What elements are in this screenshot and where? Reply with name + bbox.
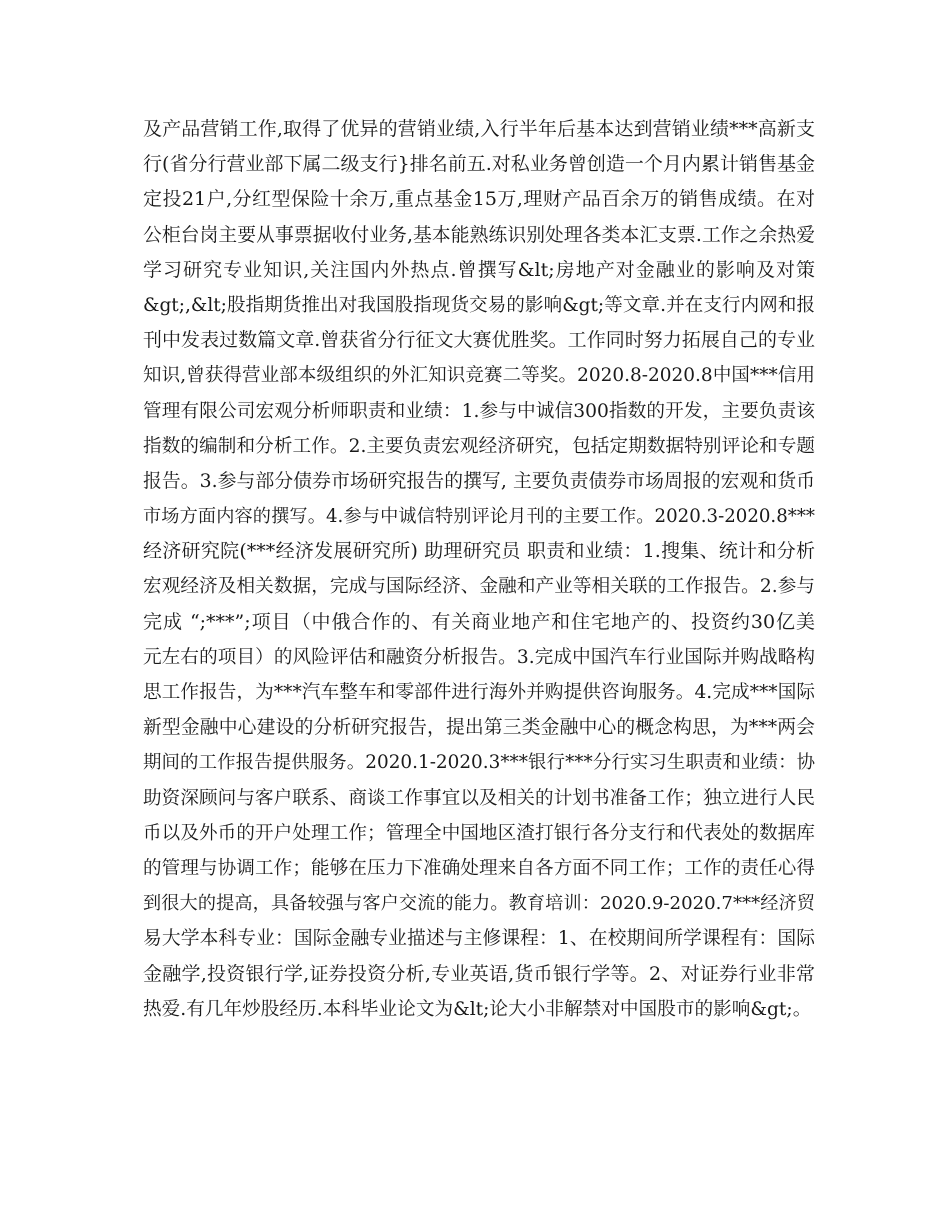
text-line: 易大学本科专业：国际金融专业描述与主修课程：1、在校期间所学课程有：国际 xyxy=(143,928,815,950)
text-line: 元左右的项目）的风险评估和融资分析报告。3.完成中国汽车行业国际并购战略构 xyxy=(143,646,815,668)
text-line: 到很大的提高，具备较强与客户交流的能力。教育培训：2020.9-2020.7***经济贸 xyxy=(143,893,815,915)
text-line: 行(省分行营业部下属二级支行}排名前五.对私业务曾创造一个月内累计销售基金 xyxy=(143,153,815,176)
text-line: 管理有限公司宏观分析师职责和业绩：1.参与中诚信300指数的开发，主要负责该 xyxy=(143,400,815,422)
text-line: 报告。3.参与部分债券市场研究报告的撰写, 主要负责债券市场周报的宏观和货币 xyxy=(143,470,815,492)
text-line: 助资深顾问与客户联系、商谈工作事宜以及相关的计划书准备工作；独立进行人民 xyxy=(143,787,815,809)
text-line: 的管理与协调工作；能够在压力下准确处理来自各方面不同工作；工作的责任心得 xyxy=(143,857,815,879)
text-line: 经济研究院(***经济发展研究所) 助理研究员 职责和业绩：1.搜集、统计和分析 xyxy=(143,540,815,563)
text-line: 金融学,投资银行学,证券投资分析,专业英语,货币银行学等。2、对证券行业非常 xyxy=(143,962,815,985)
text-line: 知识,曾获得营业部本级组织的外汇知识竞赛二等奖。2020.8-2020.8中国***信用 xyxy=(143,365,815,387)
text-line: 完成 “;***”;项目（中俄合作的、有关商业地产和住宅地产的、投资约30亿美 xyxy=(143,610,815,633)
text-line: 新型金融中心建设的分析研究报告，提出第三类金融中心的概念构思，为***两会 xyxy=(143,717,815,739)
text-line: 期间的工作报告提供服务。2020.1-2020.3***银行***分行实习生职责和业绩：协 xyxy=(143,752,815,774)
text-line: 指数的编制和分析工作。2.主要负责宏观经济研究，包括定期数据特别评论和专题 xyxy=(143,435,815,457)
text-line: 币以及外币的开户处理工作；管理全中国地区渣打银行各分支行和代表处的数据库 xyxy=(143,822,815,844)
text-line: 刊中发表过数篇文章.曾获省分行征文大赛优胜奖。工作同时努力拓展自己的专业 xyxy=(143,329,815,352)
text-line: 公柜台岗主要从事票据收付业务,基本能熟练识别处理各类本汇支票.工作之余热爱 xyxy=(143,224,815,246)
text-line: &gt;,&lt;股指期货推出对我国股指现货交易的影响&gt;等文章.并在支行内网和报 xyxy=(143,294,815,316)
text-line: 热爱.有几年炒股经历.本科毕业论文为&lt;论大小非解禁对中国股市的影响&gt;。 xyxy=(143,998,812,1020)
text-line: 学习研究专业知识,关注国内外热点.曾撰写&lt;房地产对金融业的影响及对策 xyxy=(143,258,815,281)
text-line: 宏观经济及相关数据，完成与国际经济、金融和产业等相关联的工作报告。2.参与 xyxy=(143,576,815,598)
text-line: 市场方面内容的撰写。4.参与中诚信特别评论月刊的主要工作。2020.3-2020.8*** xyxy=(143,506,815,528)
body-text xyxy=(143,112,815,1027)
text-line: 及产品营销工作,取得了优异的营销业绩,入行半年后基本达到营销业绩***高新支 xyxy=(143,118,815,140)
text-line: 思工作报告，为***汽车整车和零部件进行海外并购提供咨询服务。4.完成***国际 xyxy=(143,682,815,703)
text-line: 定投21户,分红型保险十余万,重点基金15万,理财产品百余万的销售成绩。在对 xyxy=(143,188,815,211)
